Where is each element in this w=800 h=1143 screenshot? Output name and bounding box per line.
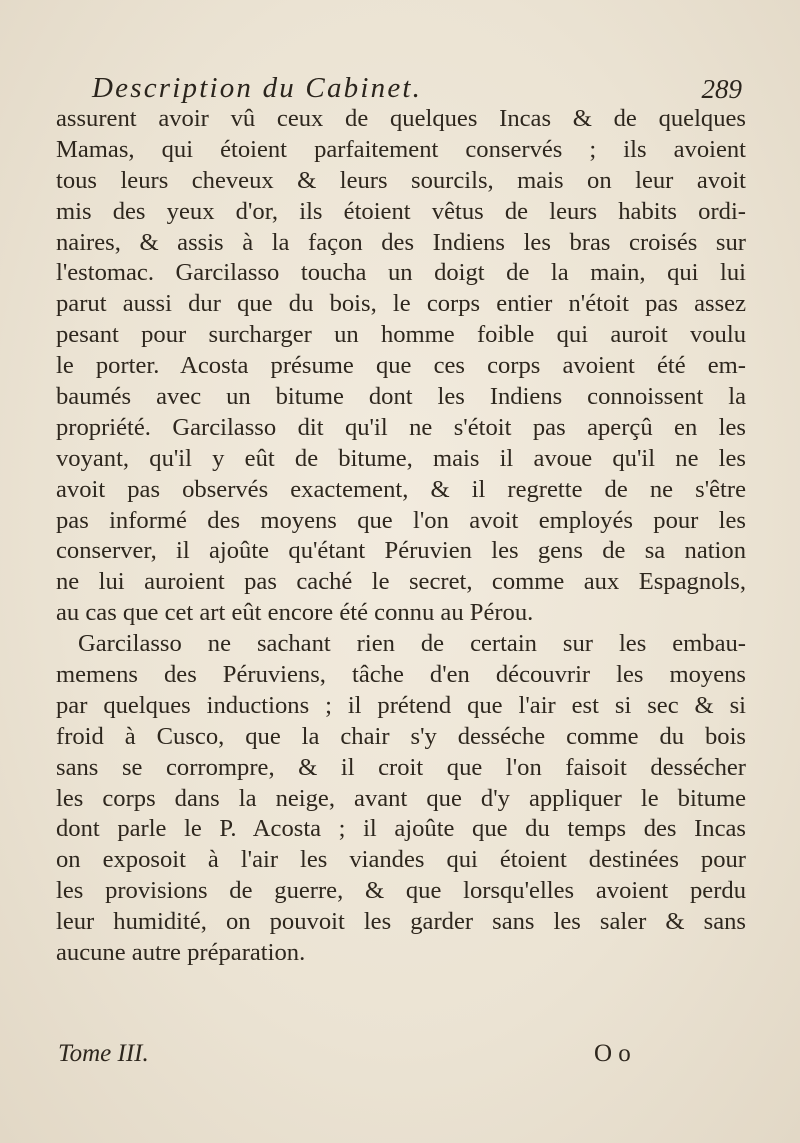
text-line: les corps dans la neige, avant que d'y appliquer le bitume	[56, 784, 746, 812]
text-line-paragraph-end: aucune autre préparation.	[56, 939, 306, 967]
text-line: Mamas, qui étoient parfaitement conservés ; ils avoient	[56, 135, 746, 163]
text-line: l'estomac. Garcilasso toucha un doigt de la main, qui lui	[56, 259, 746, 287]
page-footer	[58, 1040, 668, 1074]
text-line: voyant, qu'il y eût de bitume, mais il avoue qu'il ne les	[56, 444, 746, 472]
text-line: mis des yeux d'or, ils étoient vêtus de leurs habits ordi-	[56, 197, 746, 225]
text-line: les provisions de guerre, & que lorsqu'elles avoient perdu	[56, 877, 746, 905]
text-line: on exposoit à l'air les viandes qui étoient destinées pour	[56, 846, 746, 874]
text-line: pas informé des moyens que l'on avoit employés pour les	[56, 506, 746, 534]
text-line-paragraph-start: Garcilasso ne sachant rien de certain sur les embau-	[78, 630, 746, 658]
text-line: naires, & assis à la façon des Indiens les bras croisés sur	[56, 228, 746, 256]
text-line: conserver, il ajoûte qu'étant Péruvien les gens de sa nation	[56, 537, 746, 565]
text-line: parut aussi dur que du bois, le corps entier n'étoit pas assez	[56, 290, 746, 318]
text-line: avoit pas observés exactement, & il regrette de ne s'être	[56, 475, 746, 503]
text-line: propriété. Garcilasso dit qu'il ne s'étoit pas aperçû en les	[56, 413, 746, 441]
text-line: ne lui auroient pas caché le secret, comme aux Espagnols,	[56, 568, 746, 596]
running-title: Description du Cabinet.	[92, 72, 423, 104]
text-line: dont parle le P. Acosta ; il ajoûte que du temps des Incas	[56, 815, 746, 843]
text-line: froid à Cusco, que la chair s'y desséche comme du bois	[56, 722, 746, 750]
body-text	[56, 104, 746, 969]
text-line: leur humidité, on pouvoit les garder sans les saler & sans	[56, 908, 746, 936]
text-line: tous leurs cheveux & leurs sourcils, mais on leur avoit	[56, 166, 746, 194]
text-line-paragraph-end: au cas que cet art eût encore été connu au Pérou.	[56, 599, 534, 627]
text-line: le porter. Acosta présume que ces corps avoient été em-	[56, 352, 746, 380]
text-line: assurent avoir vû ceux de quelques Incas & de quelques	[56, 105, 746, 132]
signature-mark: O o	[594, 1040, 631, 1067]
page-number: 289	[701, 74, 742, 104]
text-line: par quelques inductions ; il prétend que l'air est si sec & si	[56, 691, 746, 719]
text-line: sans se corrompre, & il croit que l'on faisoit dessécher	[56, 753, 746, 781]
volume-label: Tome III.	[58, 1040, 149, 1067]
text-line: memens des Péruviens, tâche d'en découvrir les moyens	[56, 661, 746, 689]
text-line: baumés avec un bitume dont les Indiens connoissent la	[56, 383, 746, 411]
text-line: pesant pour surcharger un homme foible qui auroit voulu	[56, 321, 746, 349]
